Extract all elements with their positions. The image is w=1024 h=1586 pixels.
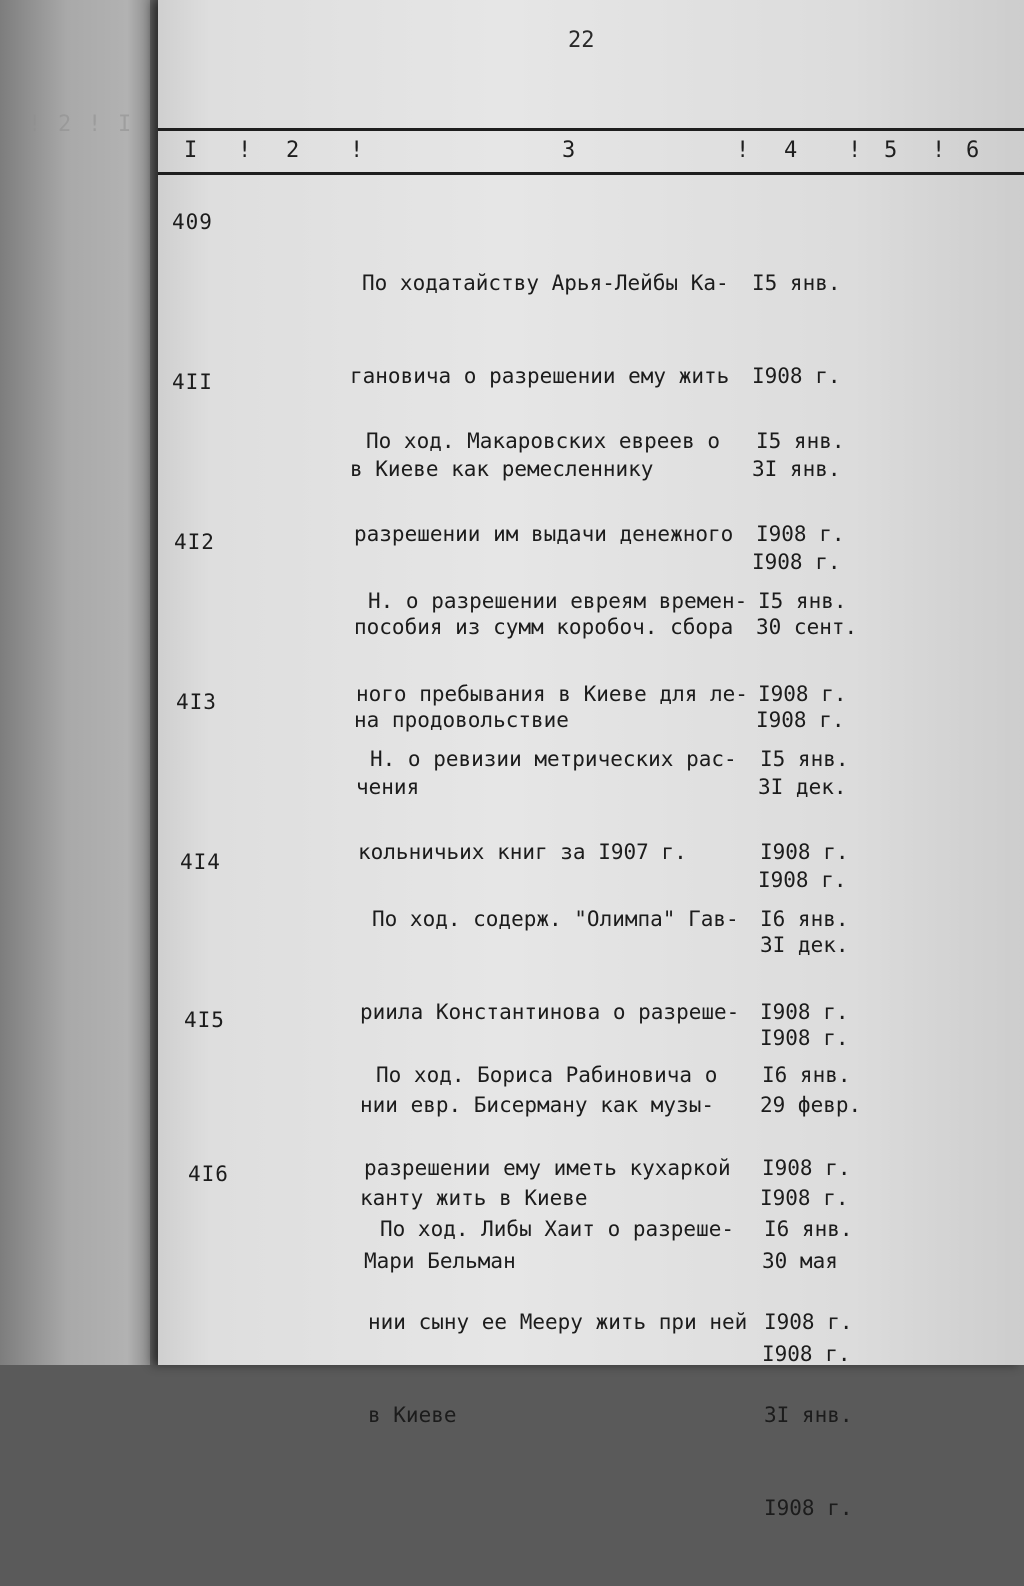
description-line: ного пребывания в Киеве для ле- [356,682,748,706]
date-line: I5 янв. [760,747,849,771]
description-line: пособия из сумм коробоч. сбора [354,615,734,639]
date-line: I908 г. [758,868,847,892]
column-header-2: 2 [286,138,300,163]
date-line: I908 г. [752,364,841,388]
column-header-6: 6 [966,138,980,163]
entry-number: 4I4 [180,850,221,874]
description-line: Н. о разрешении евреям времен- [368,589,748,613]
description-line: на продовольствие [354,708,569,732]
column-header-1: I [184,138,198,163]
description-line: в Киеве как ремесленнику [350,457,654,481]
column-separator: ! [238,138,252,163]
entry-number: 4I2 [174,530,215,554]
date-line: 30 мая [762,1249,838,1273]
entry-number: 4I5 [184,1008,225,1032]
date-line: I908 г. [760,1026,849,1050]
date-line: 3I янв. [752,457,841,481]
header-rule-bottom [158,172,1024,175]
description-line: разрешении им выдачи денежного [354,522,734,546]
date-line: I908 г. [762,1342,851,1366]
date-line: I5 янв. [758,589,847,613]
left-page-fragment: ! [28,112,42,137]
entry-number: 4I3 [176,690,217,714]
description-line: По ход. Бориса Рабиновича о [376,1063,718,1087]
entry-dates [764,1152,865,1586]
date-line: I5 янв. [756,429,845,453]
date-line: I908 г. [762,1156,851,1180]
column-header-5: 5 [884,138,898,163]
left-page-fragment: ! [88,112,102,137]
description-line: Н. о ревизии метрических рас- [370,747,737,771]
description-line: канту жить в Киеве [360,1186,588,1210]
date-line: I908 г. [752,550,841,574]
date-line: I908 г. [756,708,845,732]
entry-number: 4II [172,370,213,394]
document-page [158,0,1024,1520]
date-line: I908 г. [758,682,847,706]
column-separator: ! [350,138,364,163]
column-header-4: 4 [784,138,798,163]
description-line: в Киеве [368,1403,457,1427]
date-line: 29 февр. [760,1093,862,1117]
date-line: 30 сент. [756,615,858,639]
description-line: нии евр. Бисерману как музы- [360,1093,715,1117]
description-line: Мари Бельман [364,1249,516,1273]
date-line: 3I дек. [758,775,847,799]
column-header-3: 3 [562,138,576,163]
date-line: I5 янв. [752,271,841,295]
description-line: По ход. содерж. "Олимпа" Гав- [372,907,739,931]
description-line: гановича о разрешении ему жить [350,364,730,388]
description-line: По ход. Либы Хаит о разреше- [380,1217,735,1241]
date-line: I908 г. [764,1310,853,1334]
entry-description [368,1152,747,1493]
description-line: нии сыну ее Мееру жить при ней [368,1310,748,1334]
date-line: I908 г. [760,1000,849,1024]
description-line: кольничьих книг за I907 г. [358,840,687,864]
description-line: разрешении ему иметь кухаркой [364,1156,731,1180]
header-rule-top [158,128,1024,131]
date-line: I6 янв. [764,1217,853,1241]
entry-number: 4I6 [188,1162,229,1186]
date-line: I6 янв. [762,1063,851,1087]
date-line: I908 г. [756,522,845,546]
column-separator: ! [932,138,946,163]
description-line: По ход. Макаровских евреев о [366,429,721,453]
date-line: I908 г. [760,840,849,864]
left-page-fragment: 2 [58,112,72,137]
description-line: чения [356,775,420,799]
date-line: 3I янв. [764,1403,853,1427]
page-number: 22 [568,28,595,53]
description-line: По ходатайству Арья-Лейбы Ка- [362,271,729,295]
column-separator: ! [736,138,750,163]
date-line: 3I дек. [760,933,849,957]
column-separator: ! [848,138,862,163]
date-line: I908 г. [760,1186,849,1210]
entry-number: 409 [172,210,213,234]
date-line: I6 янв. [760,907,849,931]
left-page-fragment: I [118,112,132,137]
date-line: I908 г. [764,1496,853,1520]
description-line: риила Константинова о разреше- [360,1000,740,1024]
left-page-edge [0,0,150,1365]
